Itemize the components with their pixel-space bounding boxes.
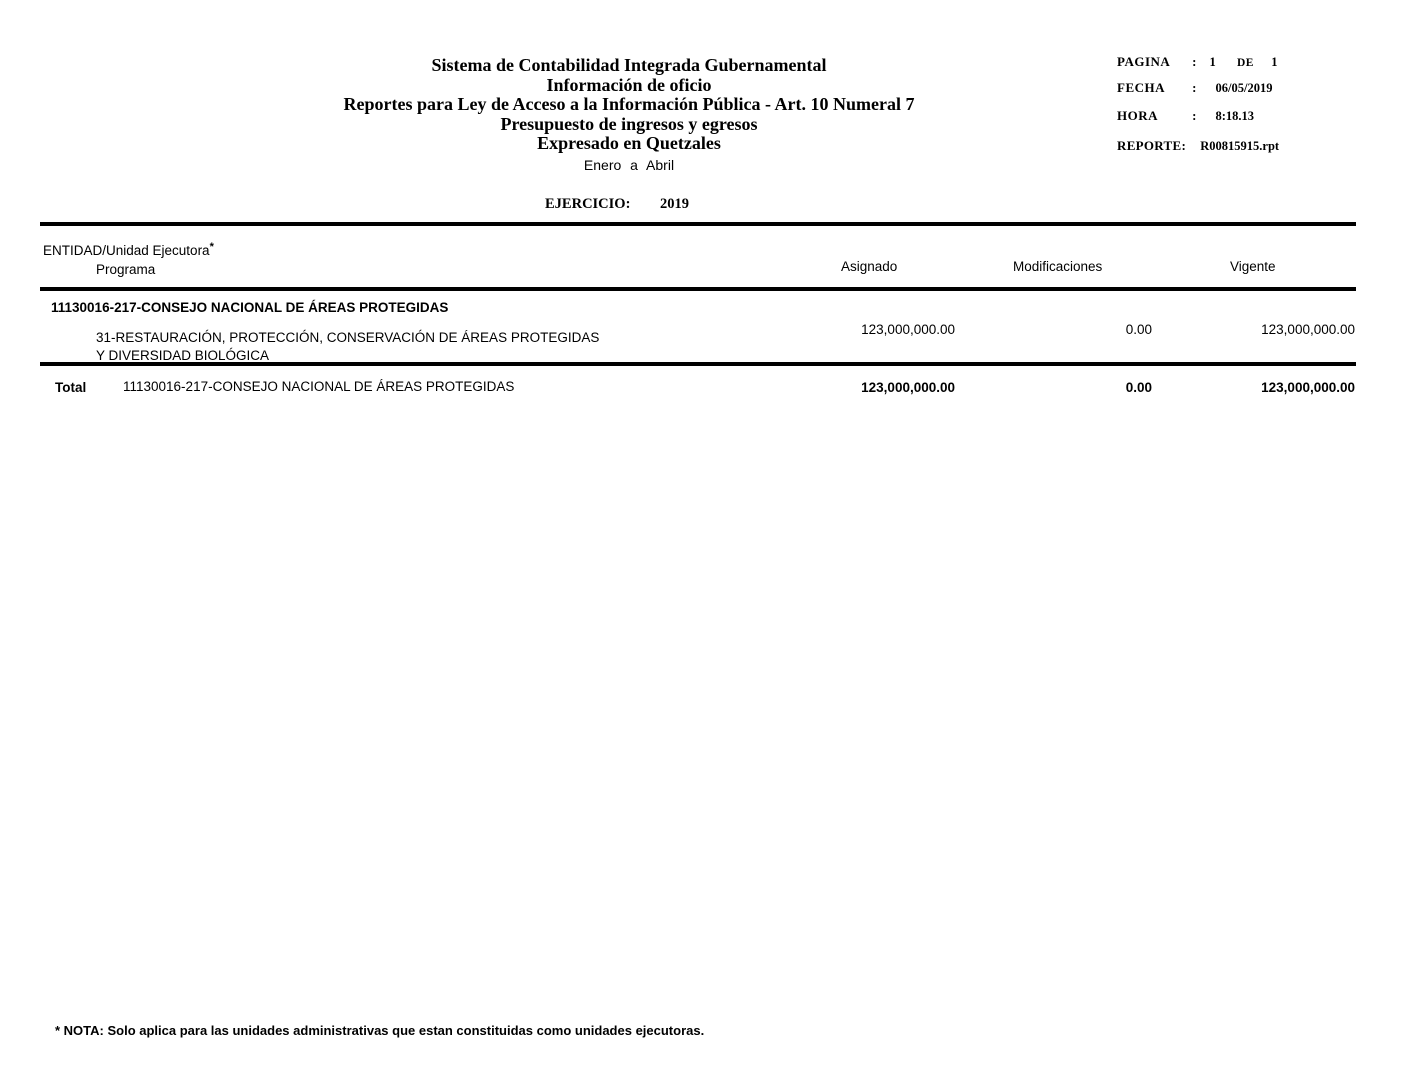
total-vigente-value: 123,000,000.00 — [1261, 380, 1355, 395]
meta-time-row — [1117, 108, 1254, 124]
program-modificaciones-value: 0.00 — [1125, 322, 1152, 337]
fecha-label: FECHA — [1117, 80, 1165, 95]
meta-report-row — [1117, 138, 1279, 154]
meta-date-row — [1117, 80, 1272, 96]
pagina-colon: : — [1192, 54, 1197, 69]
entity-row: 11130016-217-CONSEJO NACIONAL DE ÁREAS PROTEGIDAS — [51, 300, 449, 315]
ejercicio-label: EJERCICIO: — [545, 196, 631, 212]
table-header-rule — [40, 287, 1356, 291]
report-law-title: Reportes para Ley de Acceso a la Información Pública - Art. 10 Numeral 7 — [343, 94, 915, 114]
entity-column-header — [43, 241, 214, 258]
program-column-header: Programa — [96, 262, 156, 277]
pagina-label: PAGINA — [1117, 54, 1171, 69]
report-subtitle-oficio: Información de oficio — [546, 74, 712, 95]
table-top-rule — [40, 222, 1356, 226]
meta-page-row — [1117, 54, 1277, 70]
ejercicio-year: 2019 — [660, 196, 690, 212]
report-date: 06/05/2019 — [1215, 81, 1273, 95]
ejercicio-row — [545, 196, 689, 213]
report-budget-title: Presupuesto de ingresos y egresos — [500, 113, 758, 134]
fecha-colon: : — [1192, 80, 1197, 95]
column-header-vigente: Vigente — [1230, 259, 1276, 274]
program-vigente-value: 123,000,000.00 — [1261, 322, 1355, 337]
hora-colon: : — [1192, 108, 1197, 123]
report-filename: R00815915.rpt — [1200, 139, 1280, 153]
report-time: 8:18.13 — [1215, 109, 1255, 123]
de-label: DE — [1237, 57, 1254, 69]
total-entity-name: 11130016-217-CONSEJO NACIONAL DE ÁREAS PROTEGIDAS — [123, 379, 515, 394]
program-row-line1: 31-RESTAURACIÓN, PROTECCIÓN, CONSERVACIÓN DE ÁREAS PROTEGIDAS — [96, 330, 600, 345]
total-modificaciones-value: 0.00 — [1125, 380, 1152, 395]
hora-label: HORA — [1117, 108, 1158, 123]
entity-asterisk: * — [209, 241, 214, 253]
program-asignado-value: 123,000,000.00 — [861, 322, 955, 337]
column-header-modificaciones: Modificaciones — [1013, 259, 1103, 274]
report-system-title: Sistema de Contabilidad Integrada Gubernamental — [431, 55, 827, 75]
total-asignado-value: 123,000,000.00 — [861, 380, 955, 395]
reporte-label: REPORTE: — [1117, 138, 1187, 153]
report-period: Enero a Abril — [583, 156, 675, 173]
column-header-asignado: Asignado — [841, 259, 898, 274]
total-label: Total — [55, 380, 87, 395]
report-currency-note: Expresado en Quetzales — [537, 133, 721, 153]
page-total: 1 — [1271, 55, 1278, 69]
entity-header-label: ENTIDAD/Unidad Ejecutora — [43, 243, 210, 258]
report-title-block — [100, 56, 1158, 173]
footnote: * NOTA: Solo aplica para las unidades administrativas que estan constituidas como unidades ejecutoras. — [55, 1023, 705, 1038]
program-row-line2: Y DIVERSIDAD BIOLÓGICA — [96, 348, 270, 363]
page-number: 1 — [1209, 55, 1216, 69]
